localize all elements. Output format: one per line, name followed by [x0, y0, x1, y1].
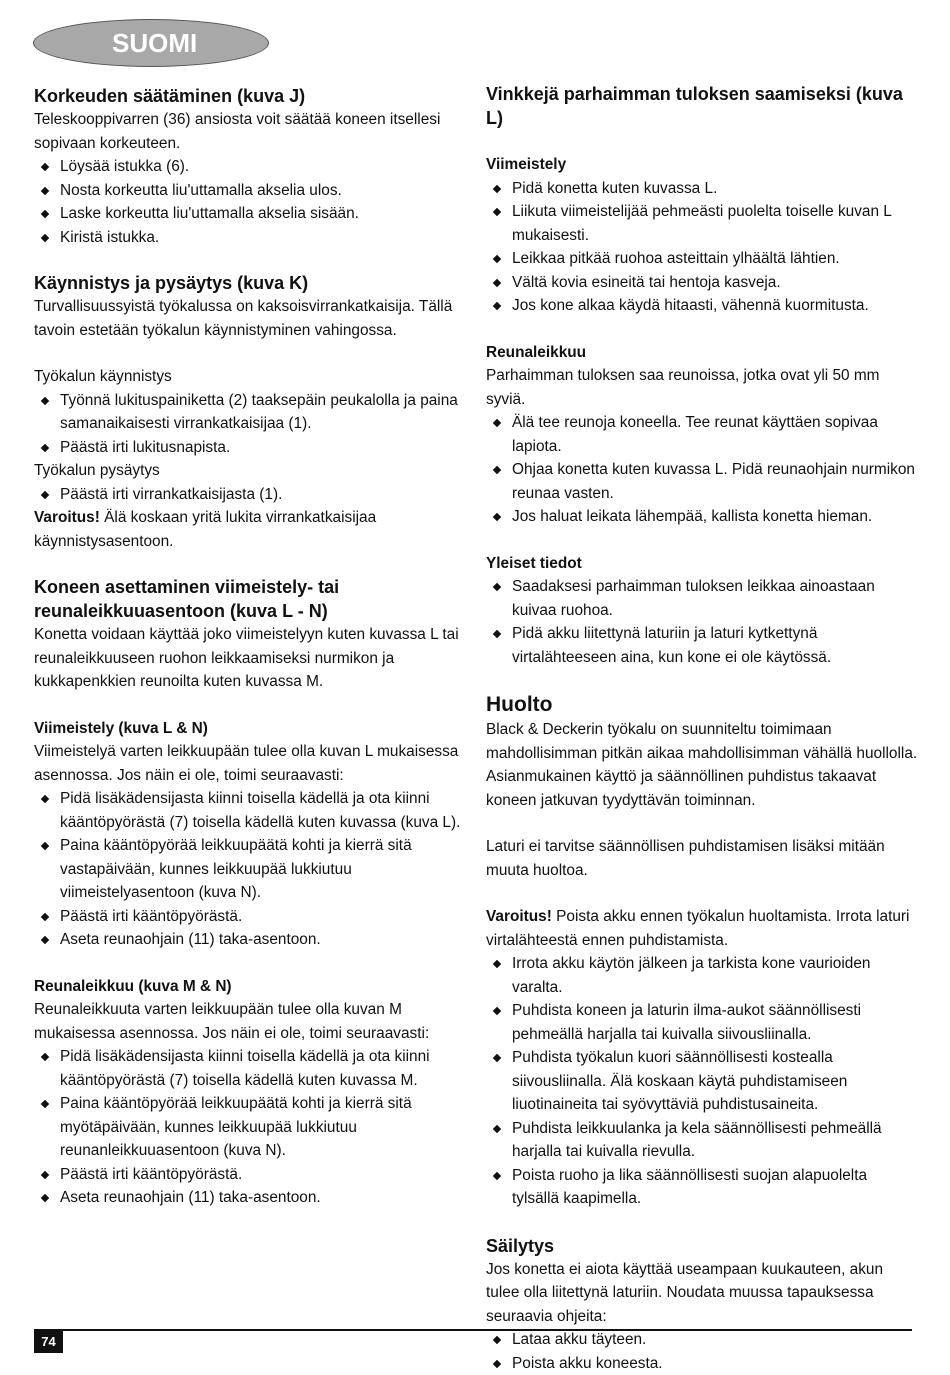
right-column	[486, 82, 918, 1375]
list-item: Puhdista työkalun kuori säännöllisesti kostealla siivousliinalla. Älä koskaan käytä puhdistamiseen liuotinaineita tai syövyttäviä puhdistusaineita.	[486, 1046, 918, 1117]
list-item: Päästä irti lukitusnapista.	[34, 436, 464, 460]
mode-heading: Koneen asettaminen viimeistely- tai reunaleikkuuasentoon (kuva L - N)	[34, 575, 464, 623]
list-item: Pidä akku liitettynä laturiin ja laturi kytkettynä virtalähteeseen aina, kun kone ei ole käytössä.	[486, 622, 918, 669]
list-item: Vältä kovia esineitä tai hentoja kasveja.	[486, 271, 918, 295]
list-item: Laske korkeutta liu'uttamalla akselia sisään.	[34, 202, 464, 226]
edge-text: Reunaleikkuuta varten leikkuupään tulee olla kuvan M mukaisessa asennossa. Jos näin ei ole, toimi seuraavasti:	[34, 998, 464, 1045]
tips-heading: Vinkkejä parhaimman tuloksen saamiseksi (kuva L)	[486, 82, 918, 130]
tips-edge-text: Parhaimman tuloksen saa reunoissa, jotka ovat yli 50 mm syviä.	[486, 364, 918, 411]
warning-text: Poista akku ennen työkalun huoltamista. Irrota laturi virtalähteestä ennen puhdistamista.	[486, 908, 909, 949]
trim-list	[34, 787, 464, 952]
start-list	[34, 389, 464, 460]
list-item: Älä tee reunoja koneella. Tee reunat käyttäen sopivaa lapiota.	[486, 411, 918, 458]
list-item: Paina kääntöpyörää leikkuupäätä kohti ja kierrä sitä myötäpäivään, kunnes leikkuupää lukkiutuu reunanleikkuuasentoon (kuva N).	[34, 1092, 464, 1163]
language-tab-label: SUOMI	[112, 28, 197, 59]
maintenance-text-2: Laturi ei tarvitse säännöllisen puhdistamisen lisäksi mitään muuta huoltoa.	[486, 835, 918, 882]
maintenance-heading: Huolto	[486, 692, 918, 718]
maintenance-list	[486, 952, 918, 1211]
tips-trim-list	[486, 177, 918, 318]
list-item: Pidä lisäkädensijasta kiinni toisella kädellä ja ota kiinni kääntöpyörästä (7) toisella kädellä kuten kuvassa M.	[34, 1045, 464, 1092]
start-warning	[34, 506, 464, 553]
mode-text: Konetta voidaan käyttää joko viimeistelyyn kuten kuvassa L tai reunaleikkuuseen ruohon leikkaamiseksi nurmikon ja kukkapenkkien reunoilta kuten kuvassa M.	[34, 623, 464, 694]
stop-list	[34, 483, 464, 507]
list-item: Päästä irti virrankatkaisijasta (1).	[34, 483, 464, 507]
list-item: Aseta reunaohjain (11) taka-asentoon.	[34, 928, 464, 952]
list-item: Puhdista leikkuulanka ja kela säännöllisesti pehmeällä harjalla tai kuivalla rievulla.	[486, 1117, 918, 1164]
page-number: 74	[34, 1331, 63, 1353]
tips-edge-list	[486, 411, 918, 529]
storage-heading: Säilytys	[486, 1234, 918, 1258]
list-item: Aseta reunaohjain (11) taka-asentoon.	[34, 1186, 464, 1210]
trim-text: Viimeistelyä varten leikkuupään tulee olla kuvan L mukaisessa asennossa. Jos näin ei ole, toimi seuraavasti:	[34, 740, 464, 787]
list-item: Poista akku koneesta.	[486, 1352, 918, 1375]
start-label: Työkalun käynnistys	[34, 365, 464, 389]
list-item: Nosta korkeutta liu'uttamalla akselia ulos.	[34, 179, 464, 203]
list-item: Paina kääntöpyörää leikkuupäätä kohti ja kierrä sitä vastapäivään, kunnes leikkuupää lukkiutuu viimeistelyasentoon (kuva N).	[34, 834, 464, 905]
tips-general-list	[486, 575, 918, 669]
storage-list	[486, 1328, 918, 1375]
list-item: Löysää istukka (6).	[34, 155, 464, 179]
list-item: Ohjaa konetta kuten kuvassa L. Pidä reunaohjain nurmikon reunaa vasten.	[486, 458, 918, 505]
list-item: Liikuta viimeistelijää pehmeästi puolelta toiselle kuvan L mukaisesti.	[486, 200, 918, 247]
warning-label: Varoitus!	[486, 908, 552, 925]
maintenance-text-1: Black & Deckerin työkalu on suunniteltu toimimaan mahdollisimman pitkän aikaa mahdollisimman vähällä huollolla. Asianmukainen käyttö ja säännöllinen puhdistus takaavat koneen jatkuvan tyydyttävän toiminnan.	[486, 718, 918, 812]
list-item: Lataa akku täyteen.	[486, 1328, 918, 1352]
left-column	[34, 84, 464, 1210]
maintenance-warning	[486, 905, 918, 952]
warning-label: Varoitus!	[34, 509, 100, 526]
footer-rule	[34, 1329, 912, 1331]
height-text: Teleskooppivarren (36) ansiosta voit säätää koneen itsellesi sopivaan korkeuteen.	[34, 108, 464, 155]
edge-list	[34, 1045, 464, 1210]
list-item: Kiristä istukka.	[34, 226, 464, 250]
list-item: Irrota akku käytön jälkeen ja tarkista kone vaurioiden varalta.	[486, 952, 918, 999]
list-item: Puhdista koneen ja laturin ilma-aukot säännöllisesti pehmeällä harjalla tai kuivalla siivousliinalla.	[486, 999, 918, 1046]
list-item: Jos haluat leikata lähempää, kallista konetta hieman.	[486, 505, 918, 529]
list-item: Pidä lisäkädensijasta kiinni toisella kädellä ja ota kiinni kääntöpyörästä (7) toisella kädellä kuten kuvassa (kuva L).	[34, 787, 464, 834]
list-item: Päästä irti kääntöpyörästä.	[34, 1163, 464, 1187]
storage-text: Jos konetta ei aiota käyttää useampaan kuukauteen, akun tulee olla liitettynä laturiin. Noudata muussa tapauksessa seuraavia ohjeita:	[486, 1258, 918, 1329]
tips-edge-heading: Reunaleikkuu	[486, 341, 918, 365]
list-item: Leikkaa pitkää ruohoa asteittain ylhäältä lähtien.	[486, 247, 918, 271]
start-stop-heading: Käynnistys ja pysäytys (kuva K)	[34, 271, 464, 295]
warning-text: Älä koskaan yritä lukita virrankatkaisijaa käynnistysasentoon.	[34, 509, 376, 550]
stop-label: Työkalun pysäytys	[34, 459, 464, 483]
edge-heading: Reunaleikkuu (kuva M & N)	[34, 975, 464, 999]
tips-general-heading: Yleiset tiedot	[486, 552, 918, 576]
list-item: Poista ruoho ja lika säännöllisesti suojan alapuolelta tylsällä kaapimella.	[486, 1164, 918, 1211]
list-item: Jos kone alkaa käydä hitaasti, vähennä kuormitusta.	[486, 294, 918, 318]
list-item: Työnnä lukituspainiketta (2) taaksepäin peukalolla ja paina samanaikaisesti virrankatkaisijaa (1).	[34, 389, 464, 436]
list-item: Pidä konetta kuten kuvassa L.	[486, 177, 918, 201]
trim-heading: Viimeistely (kuva L & N)	[34, 717, 464, 741]
list-item: Päästä irti kääntöpyörästä.	[34, 905, 464, 929]
height-heading: Korkeuden säätäminen (kuva J)	[34, 84, 464, 108]
height-list	[34, 155, 464, 249]
tips-trim-heading: Viimeistely	[486, 153, 918, 177]
list-item: Saadaksesi parhaimman tuloksen leikkaa ainoastaan kuivaa ruohoa.	[486, 575, 918, 622]
start-stop-text: Turvallisuussyistä työkalussa on kaksoisvirrankatkaisija. Tällä tavoin estetään työkalun käynnistyminen vahingossa.	[34, 295, 464, 342]
